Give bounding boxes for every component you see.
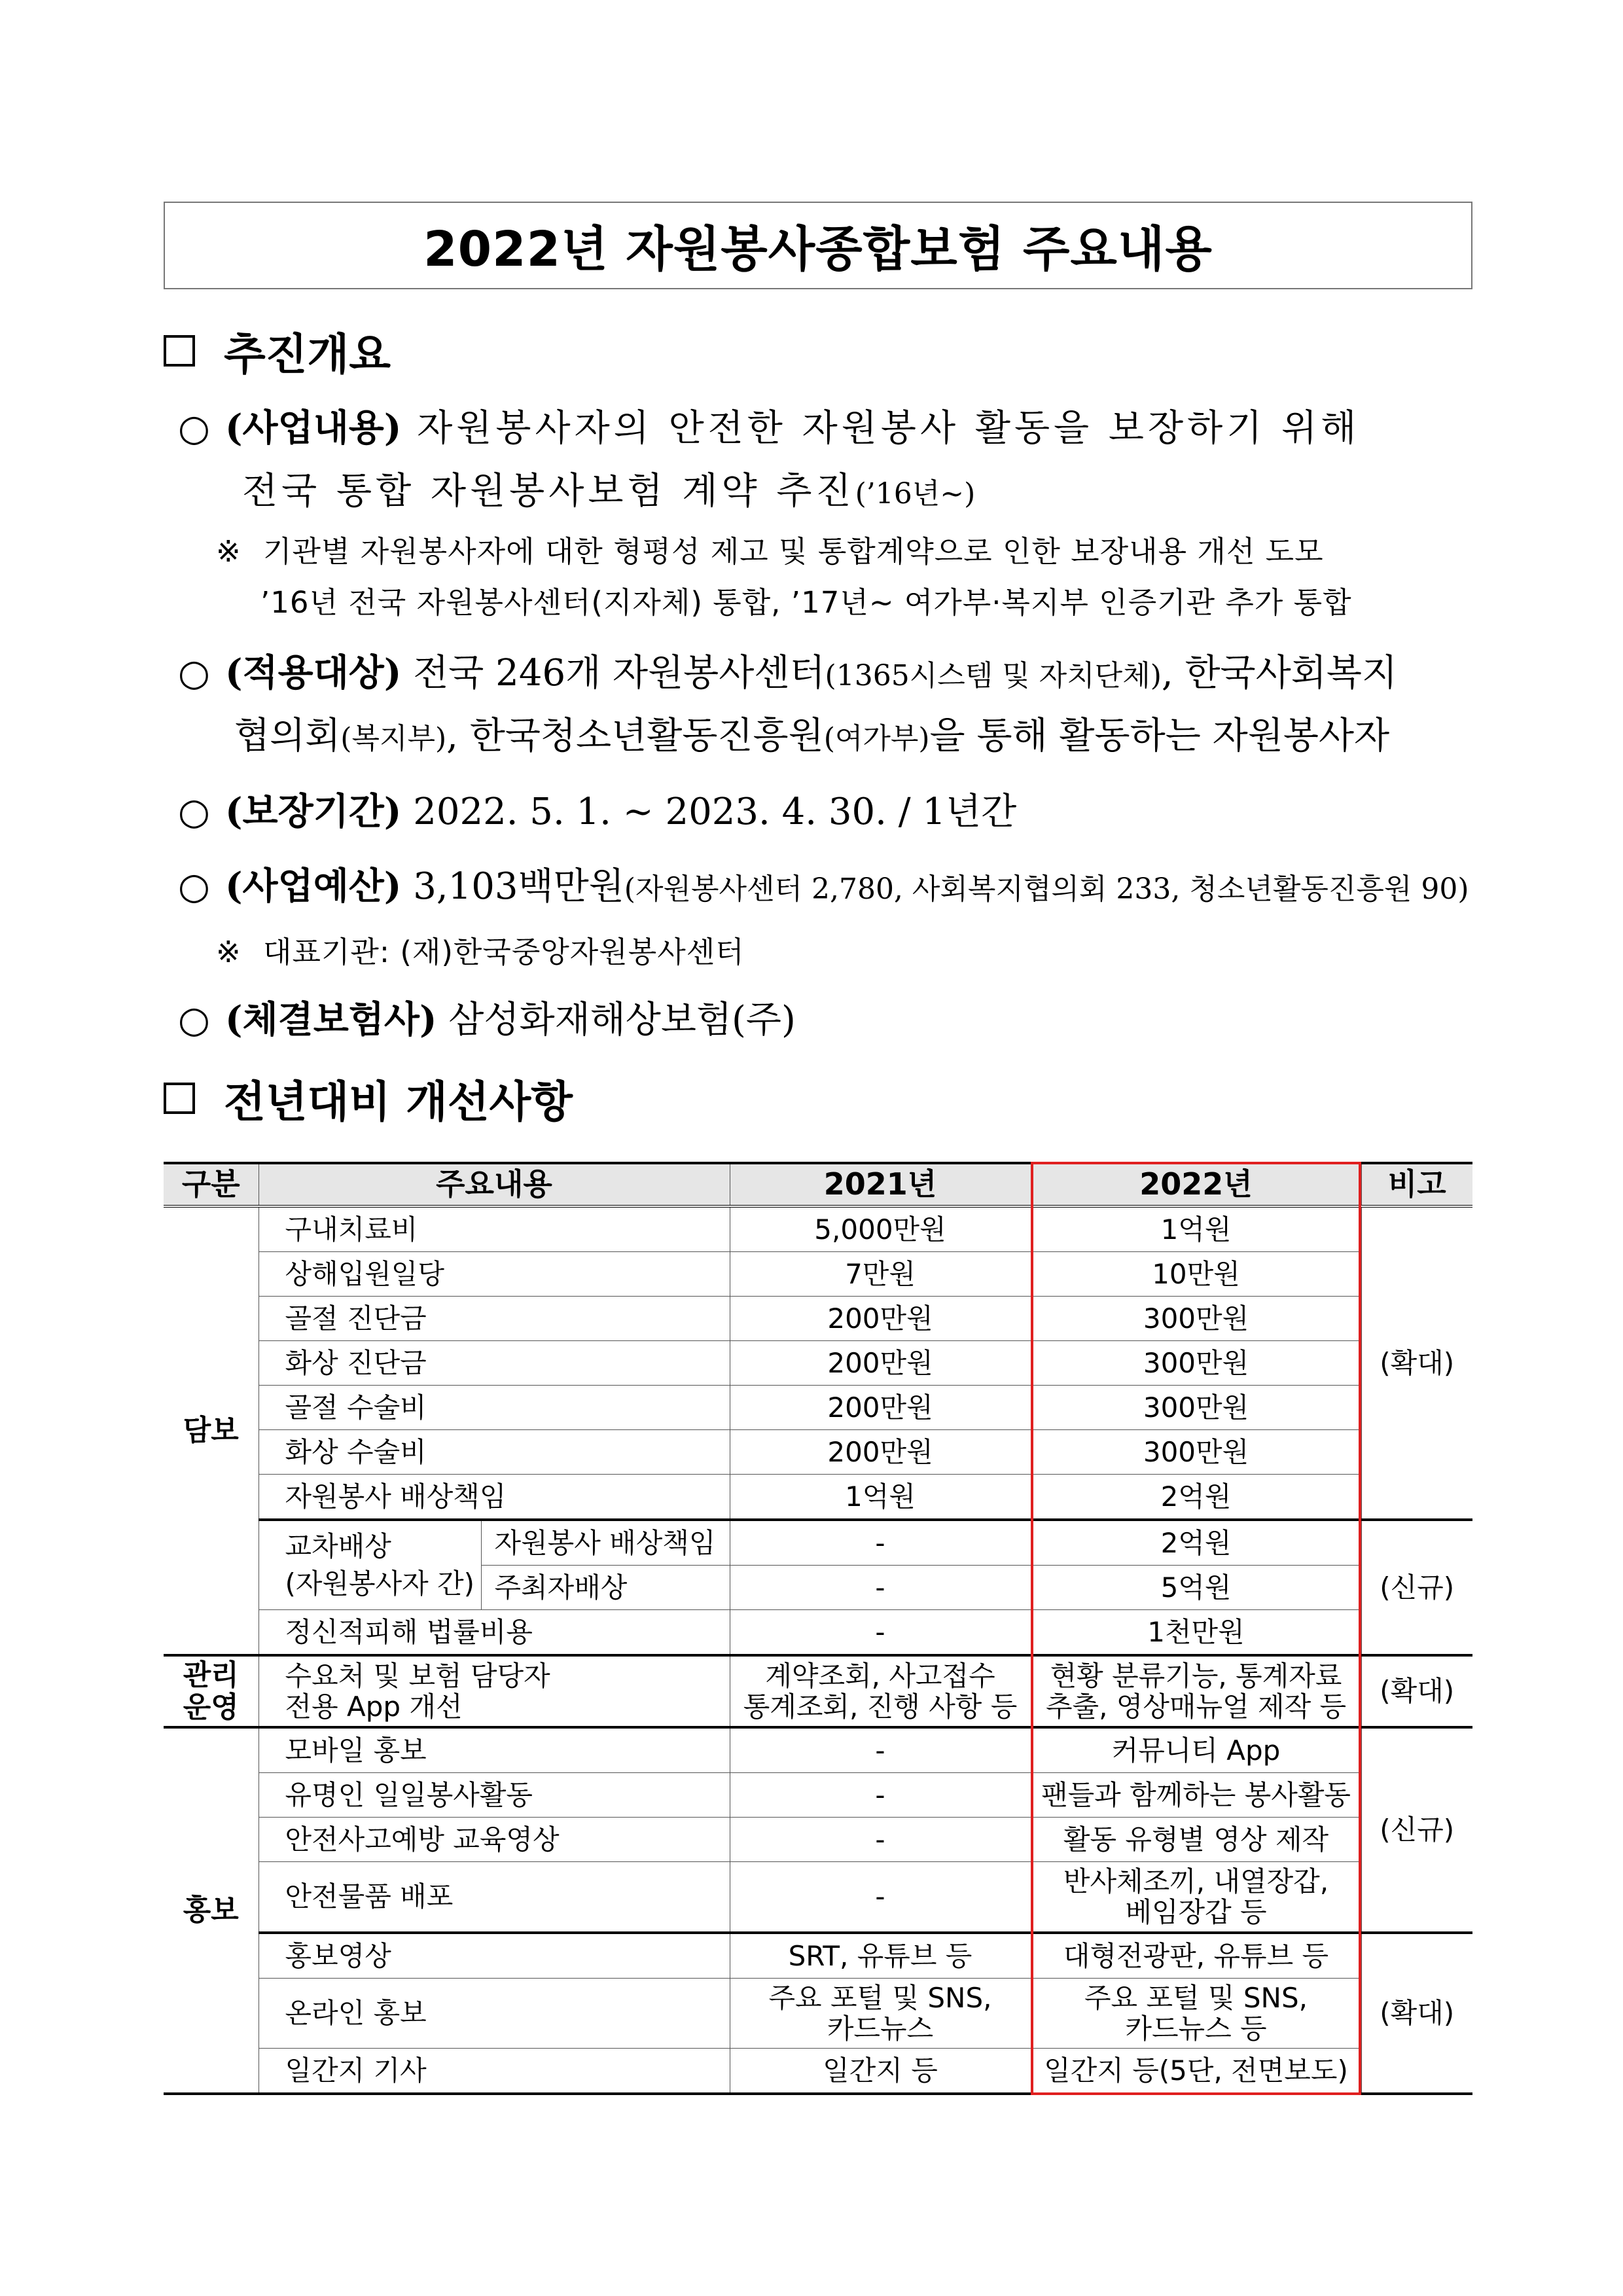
cross-liability-label xyxy=(259,1520,481,1610)
header-2022: 2022년 xyxy=(1031,1163,1361,1206)
row-2022: 팬들과 함께하는 봉사활동 xyxy=(1031,1773,1361,1818)
row-item: 상해입원일당 xyxy=(259,1252,730,1297)
checkbox-square-icon xyxy=(164,1083,195,1114)
row-2022: 300만원 xyxy=(1031,1386,1361,1430)
category-line: 운영 xyxy=(183,1691,239,1724)
row-2021 xyxy=(730,1655,1031,1727)
value-line: 카드뉴스 등 xyxy=(1125,2013,1267,2045)
row-2022 xyxy=(1031,1862,1361,1933)
section-heading-text: 전년대비 개선사항 xyxy=(224,1077,573,1127)
row-item: 안전사고예방 교육영상 xyxy=(259,1818,730,1862)
item-text-small: (여가부) xyxy=(823,722,930,755)
row-2022: 300만원 xyxy=(1031,1430,1361,1475)
row-2021: 일간지 등 xyxy=(730,2049,1031,2094)
overview-item-target xyxy=(178,644,1397,696)
circle-bullet-icon: ○ xyxy=(178,791,210,833)
item-text: , 한국사회복지 xyxy=(1161,652,1398,694)
item-line: 전용 App 개선 xyxy=(285,1691,463,1723)
row-item: 화상 진단금 xyxy=(259,1341,730,1386)
row-2022: 일간지 등(5단, 전면보도) xyxy=(1031,2049,1361,2094)
item-text-small: (복지부) xyxy=(340,722,447,755)
row-item: 자원봉사 배상책임 xyxy=(481,1520,730,1566)
item-line: 수요처 및 보험 담당자 xyxy=(285,1659,550,1692)
row-2022: 1천만원 xyxy=(1031,1610,1361,1656)
section-heading-improvements xyxy=(164,1067,573,1129)
row-2021: - xyxy=(730,1566,1031,1610)
table-header-row xyxy=(164,1163,1472,1206)
row-2021: 200만원 xyxy=(730,1430,1031,1475)
table-row xyxy=(164,1430,1472,1475)
row-2021 xyxy=(730,1979,1031,2049)
row-2021: 200만원 xyxy=(730,1386,1031,1430)
overview-item-business xyxy=(178,399,1360,452)
header-2021: 2021년 xyxy=(730,1163,1031,1206)
row-item: 모바일 홍보 xyxy=(259,1727,730,1773)
value-line: 카드뉴스 xyxy=(827,2013,934,2045)
page-title: 2022년 자원봉사종합보험 주요내용 xyxy=(164,202,1472,289)
table-row xyxy=(164,1297,1472,1341)
table-row xyxy=(164,1773,1472,1818)
row-2021: - xyxy=(730,1610,1031,1656)
row-2021: 7만원 xyxy=(730,1252,1031,1297)
table-row xyxy=(164,1727,1472,1773)
row-item: 정신적피해 법률비용 xyxy=(259,1610,730,1656)
section-heading-overview xyxy=(164,319,391,382)
item-text: 전국 246개 자원봉사센터 xyxy=(401,652,825,694)
section-heading-text: 추진개요 xyxy=(224,329,391,380)
cross-label-line1: 교차배상 xyxy=(285,1530,391,1562)
overview-item-period xyxy=(178,783,1016,835)
category-management xyxy=(164,1655,259,1727)
item-text-small: (1365시스템 및 자치단체) xyxy=(825,659,1162,692)
row-2021: 5,000만원 xyxy=(730,1206,1031,1252)
circle-bullet-icon: ○ xyxy=(178,865,210,908)
row-2022: 5억원 xyxy=(1031,1566,1361,1610)
value-line: 반사체조끼, 내열장갑, xyxy=(1063,1865,1329,1897)
category-coverage: 담보 xyxy=(164,1206,259,1655)
overview-item-business-cont xyxy=(242,462,975,514)
item-text: 자원봉사자의 안전한 자원봉사 활동을 보장하기 위해 xyxy=(401,407,1361,450)
row-2022: 1억원 xyxy=(1031,1206,1361,1252)
table-row xyxy=(164,2049,1472,2094)
value-line: 추출, 영상매뉴얼 제작 등 xyxy=(1045,1691,1347,1723)
row-2021: - xyxy=(730,1818,1031,1862)
item-label: (체결보험사) xyxy=(225,998,437,1041)
row-item: 골절 진단금 xyxy=(259,1297,730,1341)
table-row xyxy=(164,1341,1472,1386)
item-label: (사업내용) xyxy=(225,406,402,450)
table-row xyxy=(164,1610,1472,1656)
item-label: (사업예산) xyxy=(225,865,402,908)
table-row xyxy=(164,1979,1472,2049)
row-2021: - xyxy=(730,1862,1031,1933)
row-item: 온라인 홍보 xyxy=(259,1979,730,2049)
row-2021: SRT, 유튜브 등 xyxy=(730,1933,1031,1979)
row-2022: 활동 유형별 영상 제작 xyxy=(1031,1818,1361,1862)
overview-note-2 xyxy=(260,579,1352,621)
table-row xyxy=(164,1818,1472,1862)
item-text: 삼성화재해상보험(주) xyxy=(437,999,796,1041)
value-line: 현황 분류기능, 통계자료 xyxy=(1050,1659,1342,1692)
row-2022 xyxy=(1031,1655,1361,1727)
remark-expand: (확대) xyxy=(1361,1933,1472,2094)
item-label: (적용대상) xyxy=(225,651,402,694)
row-item: 구내치료비 xyxy=(259,1206,730,1252)
row-item: 일간지 기사 xyxy=(259,2049,730,2094)
note-text: 기관별 자원봉사자에 대한 형평성 제고 및 통합계약으로 인한 보장내용 개선 도모 xyxy=(263,534,1324,569)
remark-new: (신규) xyxy=(1361,1520,1472,1655)
value-line: 베임장갑 등 xyxy=(1125,1896,1267,1928)
header-remark: 비고 xyxy=(1361,1163,1472,1206)
row-2021: 200만원 xyxy=(730,1341,1031,1386)
value-line: 주요 포털 및 SNS, xyxy=(768,1981,992,2014)
header-content: 주요내용 xyxy=(259,1163,730,1206)
cross-label-line2: (자원봉사자 간) xyxy=(285,1567,475,1600)
row-2021: - xyxy=(730,1520,1031,1566)
category-line: 관리 xyxy=(183,1658,239,1692)
row-item: 홍보영상 xyxy=(259,1933,730,1979)
row-item: 주최자배상 xyxy=(481,1566,730,1610)
value-line: 통계조회, 진행 사항 등 xyxy=(743,1691,1018,1723)
circle-bullet-icon: ○ xyxy=(178,999,210,1041)
header-category: 구분 xyxy=(164,1163,259,1206)
row-2022: 10만원 xyxy=(1031,1252,1361,1297)
value-line: 계약조회, 사고접수 xyxy=(765,1659,995,1692)
table-row xyxy=(164,1252,1472,1297)
item-text: 협의회 xyxy=(234,715,341,757)
row-2022 xyxy=(1031,1979,1361,2049)
remark-expand: (확대) xyxy=(1361,1206,1472,1520)
table-row xyxy=(164,1520,1472,1566)
improvements-table xyxy=(164,1162,1472,2095)
overview-item-insurer xyxy=(178,991,796,1043)
table-row xyxy=(164,1933,1472,1979)
row-2021: - xyxy=(730,1773,1031,1818)
row-2022: 2억원 xyxy=(1031,1520,1361,1566)
table-row xyxy=(164,1475,1472,1520)
table-row xyxy=(164,1862,1472,1933)
circle-bullet-icon: ○ xyxy=(178,652,210,694)
item-text-small: (자원봉사센터 2,780, 사회복지협의회 233, 청소년활동진흥원 90) xyxy=(624,872,1469,906)
overview-note-3 xyxy=(216,928,745,971)
table-row xyxy=(164,1655,1472,1727)
item-text-small: (’16년~) xyxy=(855,477,976,511)
row-item: 유명인 일일봉사활동 xyxy=(259,1773,730,1818)
remark-expand: (확대) xyxy=(1361,1655,1472,1727)
row-2022: 대형전광판, 유튜브 등 xyxy=(1031,1933,1361,1979)
row-item: 화상 수술비 xyxy=(259,1430,730,1475)
value-line: 주요 포털 및 SNS, xyxy=(1084,1981,1308,2014)
row-2022: 300만원 xyxy=(1031,1297,1361,1341)
item-text: , 한국청소년활동진흥원 xyxy=(446,715,824,757)
note-text: ’16년 전국 자원봉사센터(지자체) 통합, ’17년~ 여가부·복지부 인증기관 추가 통합 xyxy=(260,585,1352,620)
table-row xyxy=(164,1386,1472,1430)
row-item: 안전물품 배포 xyxy=(259,1862,730,1933)
row-2022: 커뮤니티 App xyxy=(1031,1727,1361,1773)
checkbox-square-icon xyxy=(164,335,195,367)
remark-new: (신규) xyxy=(1361,1727,1472,1933)
circle-bullet-icon: ○ xyxy=(178,407,210,450)
note-mark-icon: ※ xyxy=(216,534,241,569)
row-item xyxy=(259,1655,730,1727)
note-mark-icon: ※ xyxy=(216,935,241,969)
overview-item-budget xyxy=(178,857,1469,910)
row-2022: 2억원 xyxy=(1031,1475,1361,1520)
overview-item-target-cont xyxy=(234,707,1389,759)
row-2021: 1억원 xyxy=(730,1475,1031,1520)
item-text: 3,103백만원 xyxy=(401,865,624,908)
table-row xyxy=(164,1206,1472,1252)
item-text: 전국 통합 자원봉사보험 계약 추진 xyxy=(242,470,855,512)
row-2022: 300만원 xyxy=(1031,1341,1361,1386)
item-text: 을 통해 활동하는 자원봉사자 xyxy=(929,715,1390,757)
row-item: 자원봉사 배상책임 xyxy=(259,1475,730,1520)
overview-note-1 xyxy=(216,528,1324,570)
row-2021: - xyxy=(730,1727,1031,1773)
item-label: (보장기간) xyxy=(225,790,402,833)
category-promotion: 홍보 xyxy=(164,1727,259,2094)
row-item: 골절 수술비 xyxy=(259,1386,730,1430)
note-text: 대표기관: (재)한국중앙자원봉사센터 xyxy=(263,935,745,969)
item-text: 2022. 5. 1. ~ 2023. 4. 30. / 1년간 xyxy=(401,791,1017,833)
row-2021: 200만원 xyxy=(730,1297,1031,1341)
